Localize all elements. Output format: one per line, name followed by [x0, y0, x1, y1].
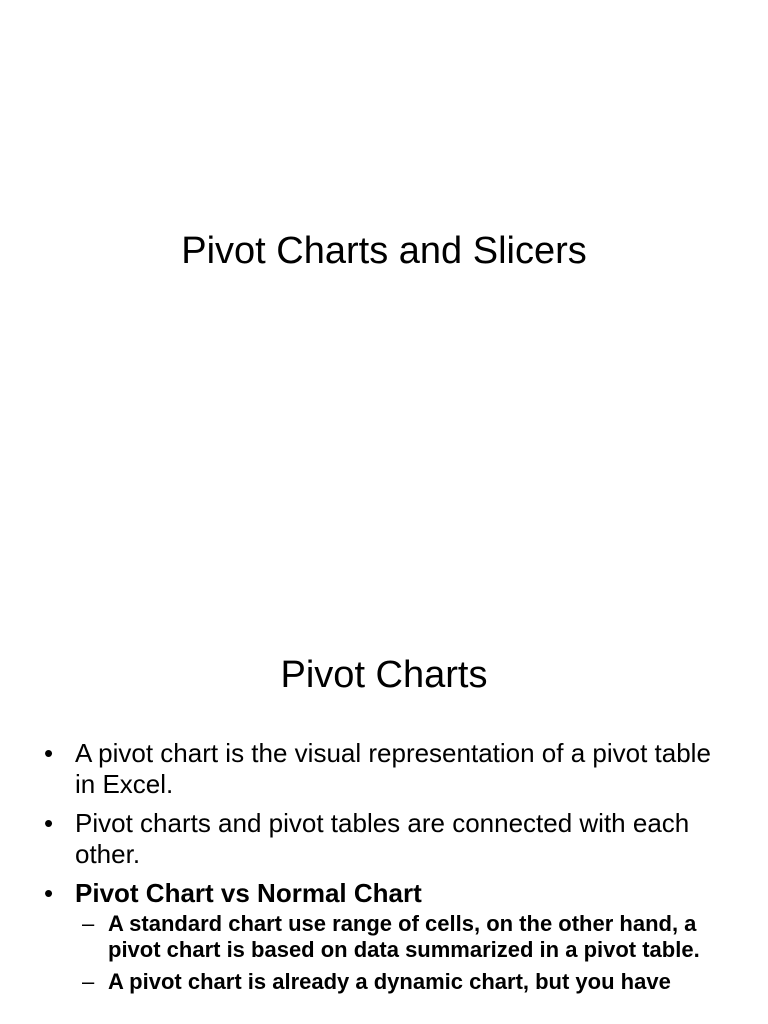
slide-title: Pivot Charts and Slicers: [181, 230, 587, 272]
sub-bullet-item: [82, 969, 732, 995]
bullet-marker: •: [44, 808, 54, 838]
slide-title: Pivot Charts: [280, 654, 488, 696]
bullet-text: A pivot chart is the visual representation of a pivot table in Excel.: [75, 738, 711, 799]
sub-bullet-list: [75, 911, 732, 995]
sub-bullet-marker: –: [82, 911, 95, 936]
bullet-text: Pivot Chart vs Normal Chart: [75, 878, 422, 908]
sub-bullet-item: [82, 911, 732, 963]
bullet-item: [44, 808, 732, 870]
sub-bullet-marker: –: [82, 969, 95, 994]
bullet-item: [44, 878, 732, 995]
bullet-marker: •: [44, 878, 54, 908]
content-slide: [0, 606, 768, 1024]
sub-bullet-text: A standard chart use range of cells, on the other hand, a pivot chart is based on data summarized in a pivot table.: [108, 911, 700, 962]
sub-bullet-text: A pivot chart is already a dynamic chart, but you have: [108, 969, 671, 994]
bullet-list: [44, 738, 732, 1003]
bullet-marker: •: [44, 738, 54, 768]
bullet-text: Pivot charts and pivot tables are connected with each other.: [75, 808, 690, 869]
bullet-item: [44, 738, 732, 800]
